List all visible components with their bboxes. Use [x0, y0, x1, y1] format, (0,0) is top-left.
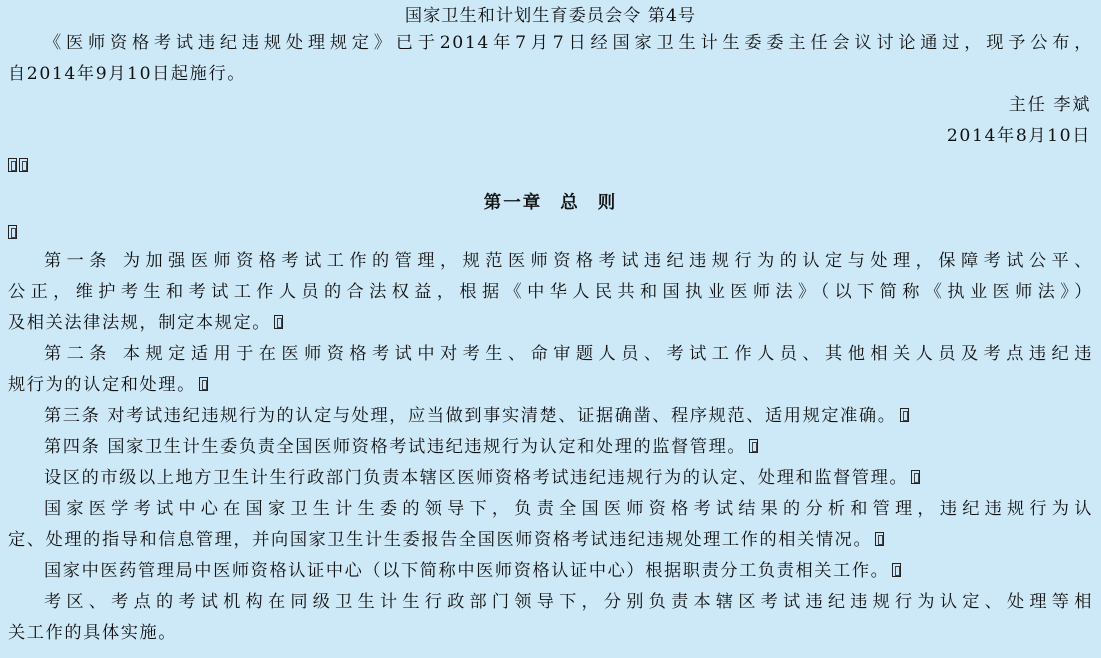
order-title: 国家卫生和计划生育委员会令 第4号: [404, 6, 697, 26]
unknown-glyph-icon: [19, 158, 28, 172]
unknown-glyph-icon: [8, 158, 17, 172]
article-3-line-1: 第三条 对考试违纪违规行为的认定与处理，应当做到事实清楚、证据确凿、程序规范、适用规定准确。: [8, 401, 1093, 432]
unknown-glyph-icon: [274, 315, 283, 329]
unknown-glyph-icon: [875, 532, 884, 546]
unknown-glyph-icon: [8, 225, 17, 239]
paragraph-exam-center-line-1: 国家医学考试中心在国家卫生计生委的领导下，负责全国医师资格考试结果的分析和管理，违纪违规行为认: [44, 499, 1093, 519]
article-1-line-3: 及相关法律法规，制定本规定。: [8, 308, 1093, 339]
chapter-title-part-1: 总: [560, 193, 580, 213]
article-1-line-2: 公正，维护考生和考试工作人员的合法权益，根据《中华人民共和国执业医师法》（以下简称《执业医师法》）: [8, 282, 1093, 302]
unknown-glyph-icon: [749, 439, 758, 453]
chapter-title-part-2: 则: [597, 193, 618, 213]
article-2-line-2: 规行为的认定和处理。: [8, 370, 1093, 401]
article-2-line-1: 第二条 本规定适用于在医师资格考试中对考生、命审题人员、考试工作人员、其他相关人员及考点违纪违: [44, 344, 1093, 364]
chapter-heading: [8, 186, 1093, 220]
order-intro-line-2: 自2014年9月10日起施行。: [8, 64, 247, 84]
unknown-glyph-icon: [199, 377, 208, 391]
order-intro-line-1: 《医师资格考试违纪违规处理规定》已于2014年7月7日经国家卫生计生委委主任会议讨论通过，现予公布，: [44, 33, 1093, 53]
order-signer: 主任 李斌: [1008, 95, 1091, 115]
paragraph-exam-districts-line-1: 考区、考点的考试机构在同级卫生计生行政部门领导下，分别负责本辖区考试违纪违规行为认定、处理等相: [44, 592, 1093, 612]
paragraph-exam-districts-line-2: 关工作的具体实施。: [8, 623, 178, 643]
unknown-glyph-icon: [900, 408, 909, 422]
unknown-glyph-markers: [8, 152, 1093, 180]
unknown-glyph-icon: [911, 470, 920, 484]
article-1-line-1: 第一条 为加强医师资格考试工作的管理，规范医师资格考试违纪违规行为的认定与处理，保障考试公平、: [44, 251, 1093, 271]
paragraph-tcm-center-line-1: 国家中医药管理局中医师资格认证中心（以下简称中医师资格认证中心）根据职责分工负责相关工作。: [8, 556, 1093, 587]
paragraph-exam-center-line-2: 定、处理的指导和信息管理，并向国家卫生计生委报告全国医师资格考试违纪违规处理工作的相关情况。: [8, 525, 1093, 556]
chapter-number: 第一章: [483, 193, 543, 213]
unknown-glyph-marker: [8, 220, 1093, 246]
article-4-line-1: 第四条 国家卫生计生委负责全国医师资格考试违纪违规行为认定和处理的监督管理。: [8, 432, 1093, 463]
unknown-glyph-icon: [892, 563, 901, 577]
order-date: 2014年8月10日: [946, 126, 1091, 146]
paragraph-district-line-1: 设区的市级以上地方卫生计生行政部门负责本辖区医师资格考试违纪违规行为的认定、处理和监督管理。: [8, 463, 1093, 494]
